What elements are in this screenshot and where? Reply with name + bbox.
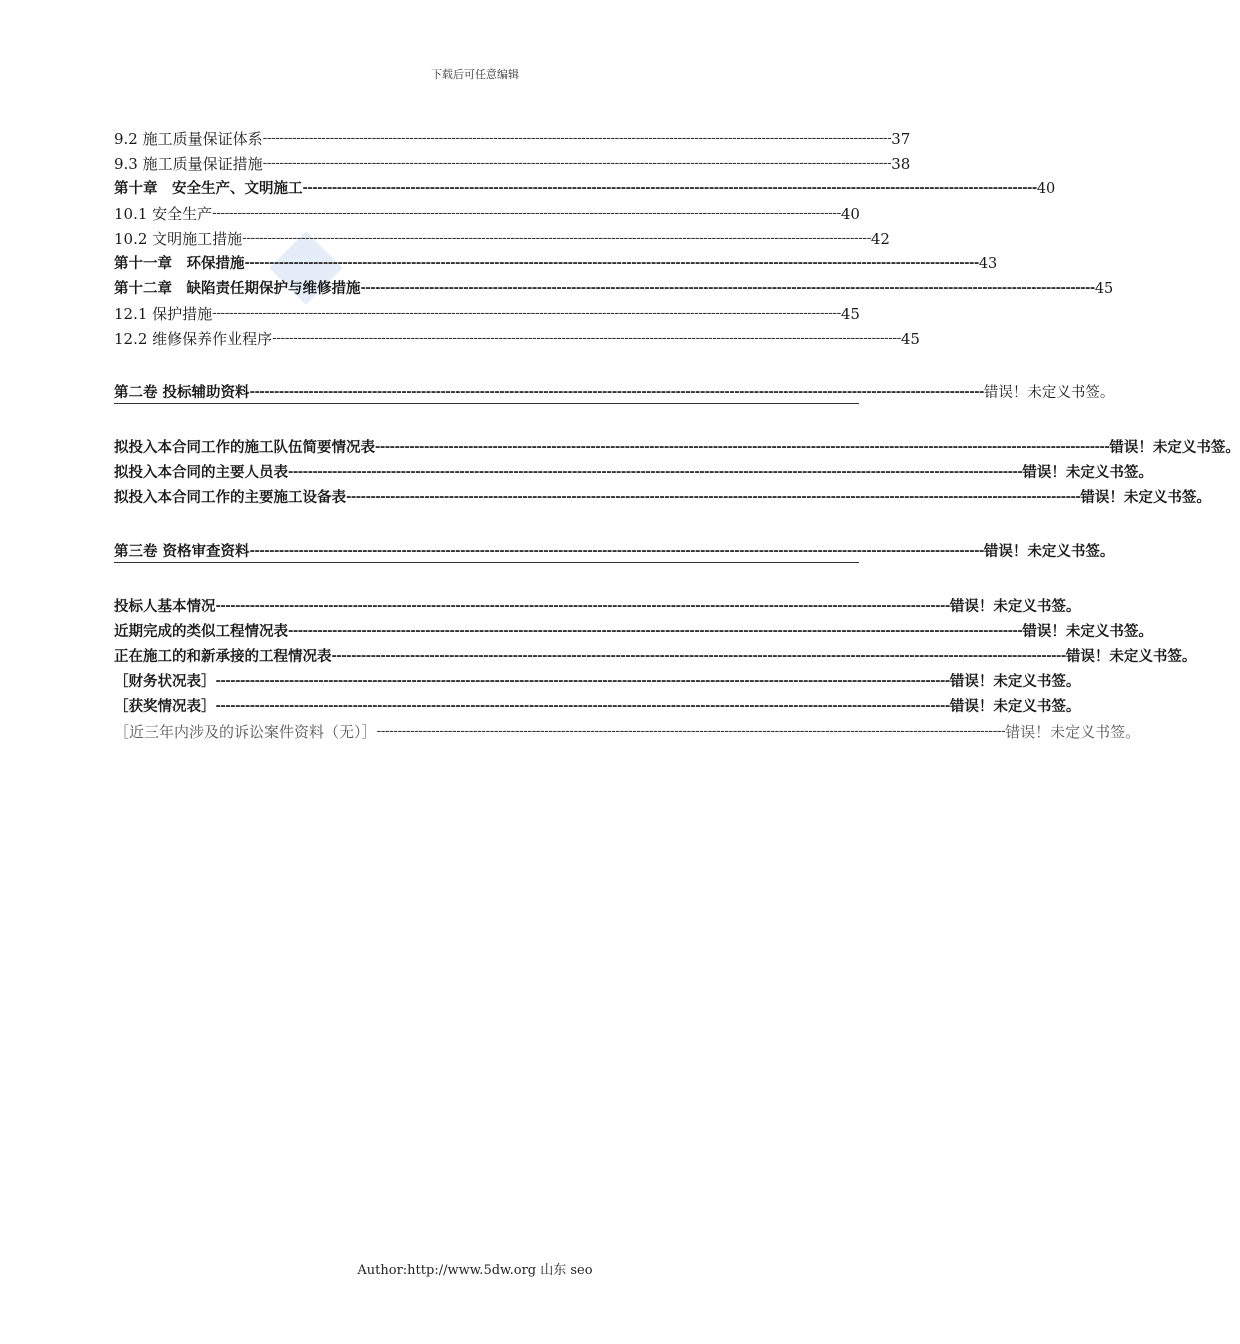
toc-entry-page: 错误！未定义书签。 — [1022, 465, 1153, 481]
toc-entry-label: 12.2 维修保养作业程序 — [114, 330, 273, 348]
toc-entry-page: 错误！未定义书签。 — [949, 674, 1081, 690]
toc-entry[interactable] — [114, 199, 859, 224]
toc-entry-page: 错误！未定义书签。 — [1065, 649, 1197, 665]
toc-entry-label: 第二卷 投标辅助资料 — [114, 385, 250, 401]
toc-entry-label: 第十一章 环保措施 — [114, 256, 245, 272]
toc-entry-page: 45 — [840, 305, 860, 323]
toc-entry[interactable] — [114, 174, 1056, 199]
toc-entry[interactable] — [114, 433, 1240, 458]
toc-dot-leader: ------------------------------------------------------------------------------------------------------------------------------------------------------ — [215, 599, 950, 614]
toc-entry-page: 错误！未定义书签。 — [949, 599, 1081, 615]
page-header: 下载后可任意编辑 — [431, 68, 519, 81]
toc-dot-leader: ------------------------------------------------------------------------------------------------------------------------------------------------------ — [302, 181, 1037, 196]
toc-entry[interactable] — [114, 642, 1197, 667]
toc-entry-label: 拟投入本合同的主要人员表 — [114, 465, 288, 481]
toc-entry-page: 45 — [900, 330, 920, 348]
toc-entry-page: 错误！未定义书签。 — [1109, 440, 1240, 456]
toc-entry[interactable] — [114, 274, 1114, 299]
toc-entry-label: 第十二章 缺陷责任期保护与维修措施 — [114, 281, 361, 297]
toc-dot-leader: ------------------------------------------------------------------------------------------------------------------------------------------------------ — [375, 440, 1110, 455]
toc-entry[interactable] — [114, 692, 1081, 717]
toc-entry[interactable] — [114, 717, 1141, 742]
toc-entry-page: 错误！未定义书签。 — [949, 699, 1081, 715]
toc-entry-label: ［获奖情况表］ — [114, 699, 216, 715]
toc-dot-leader: ------------------------------------------------------------------------------------------------------------------------------------------------------ — [212, 306, 841, 321]
toc-entry-label: 10.2 文明施工措施 — [114, 230, 243, 248]
toc-entry-page: 40 — [1036, 181, 1056, 197]
toc-dot-leader: ------------------------------------------------------------------------------------------------------------------------------------------------------ — [376, 724, 1006, 739]
toc-entry-label: 拟投入本合同工作的施工队伍简要情况表 — [114, 440, 375, 456]
toc-entry[interactable] — [114, 667, 1081, 692]
toc-entry-label: 第十章 安全生产、文明施工 — [114, 181, 303, 197]
toc-entry-label: 投标人基本情况 — [114, 599, 216, 615]
toc-entry[interactable] — [114, 249, 998, 274]
toc-dot-leader: ------------------------------------------------------------------------------------------------------------------------------------------------------ — [215, 699, 950, 714]
toc-volume-entry[interactable] — [114, 378, 1115, 404]
toc-entry-label: ［近三年内涉及的诉讼案件资料（无）］ — [114, 723, 377, 741]
toc-entry-page: 错误！未定义书签。 — [1005, 723, 1141, 741]
toc-dot-leader: ------------------------------------------------------------------------------------------------------------------------------------------------------ — [262, 156, 892, 171]
toc-entry-page: 38 — [891, 155, 911, 173]
toc-dot-leader: ------------------------------------------------------------------------------------------------------------------------------------------------------ — [249, 385, 984, 400]
toc-entry-label: ［财务状况表］ — [114, 674, 216, 690]
toc-entry[interactable] — [114, 592, 1081, 617]
toc-entry[interactable] — [114, 483, 1211, 508]
toc-entry-label: 拟投入本合同工作的主要施工设备表 — [114, 490, 346, 506]
toc-dot-leader: ------------------------------------------------------------------------------------------------------------------------------------------------------ — [242, 231, 871, 246]
toc-dot-leader: ------------------------------------------------------------------------------------------------------------------------------------------------------ — [331, 649, 1066, 664]
toc-entry-page: 40 — [840, 205, 860, 223]
toc-entry[interactable] — [114, 149, 911, 174]
toc-entry-page: 错误！未定义书签。 — [983, 544, 1115, 560]
toc-entry-label: 近期完成的类似工程情况表 — [114, 624, 288, 640]
toc-entry-label: 正在施工的和新承接的工程情况表 — [114, 649, 332, 665]
toc-dot-leader: ------------------------------------------------------------------------------------------------------------------------------------------------------ — [360, 281, 1095, 296]
toc-entry-page: 错误！未定义书签。 — [1022, 624, 1153, 640]
toc-dot-leader: ------------------------------------------------------------------------------------------------------------------------------------------------------ — [215, 674, 950, 689]
toc-dot-leader: ------------------------------------------------------------------------------------------------------------------------------------------------------ — [288, 624, 1023, 639]
toc-entry[interactable] — [114, 124, 911, 149]
toc-entry-page: 错误！未定义书签。 — [1080, 490, 1211, 506]
toc-dot-leader: ------------------------------------------------------------------------------------------------------------------------------------------------------ — [346, 490, 1081, 505]
toc-entry-page: 43 — [978, 256, 998, 272]
toc-entry-page: 45 — [1094, 281, 1114, 297]
toc-volume-entry[interactable] — [114, 537, 1115, 563]
toc-entry-page: 37 — [891, 130, 911, 148]
toc-entry-label: 12.1 保护措施 — [114, 305, 213, 323]
toc-entry[interactable] — [114, 617, 1153, 642]
toc-dot-leader: ------------------------------------------------------------------------------------------------------------------------------------------------------ — [249, 544, 984, 559]
page-footer: Author:http://www.5dw.org 山东 seo — [357, 1263, 593, 1278]
toc-entry-label: 10.1 安全生产 — [114, 205, 213, 223]
toc-entry-label: 9.3 施工质量保证措施 — [114, 155, 263, 173]
toc-entry[interactable] — [114, 299, 859, 324]
toc-dot-leader: ------------------------------------------------------------------------------------------------------------------------------------------------------ — [262, 131, 892, 146]
toc-entry[interactable] — [114, 458, 1153, 483]
toc-entry-label: 9.2 施工质量保证体系 — [114, 130, 263, 148]
toc-dot-leader: ------------------------------------------------------------------------------------------------------------------------------------------------------ — [272, 331, 901, 346]
table-of-contents — [114, 124, 1240, 742]
toc-entry-page: 42 — [870, 230, 890, 248]
toc-dot-leader: ------------------------------------------------------------------------------------------------------------------------------------------------------ — [244, 256, 979, 271]
toc-dot-leader: ------------------------------------------------------------------------------------------------------------------------------------------------------ — [212, 206, 841, 221]
toc-entry[interactable] — [114, 224, 890, 249]
toc-entry[interactable] — [114, 324, 920, 349]
toc-entry-label: 第三卷 资格审查资料 — [114, 544, 250, 560]
toc-dot-leader: ------------------------------------------------------------------------------------------------------------------------------------------------------ — [288, 465, 1023, 480]
toc-entry-page: 错误！未定义书签。 — [983, 385, 1115, 401]
